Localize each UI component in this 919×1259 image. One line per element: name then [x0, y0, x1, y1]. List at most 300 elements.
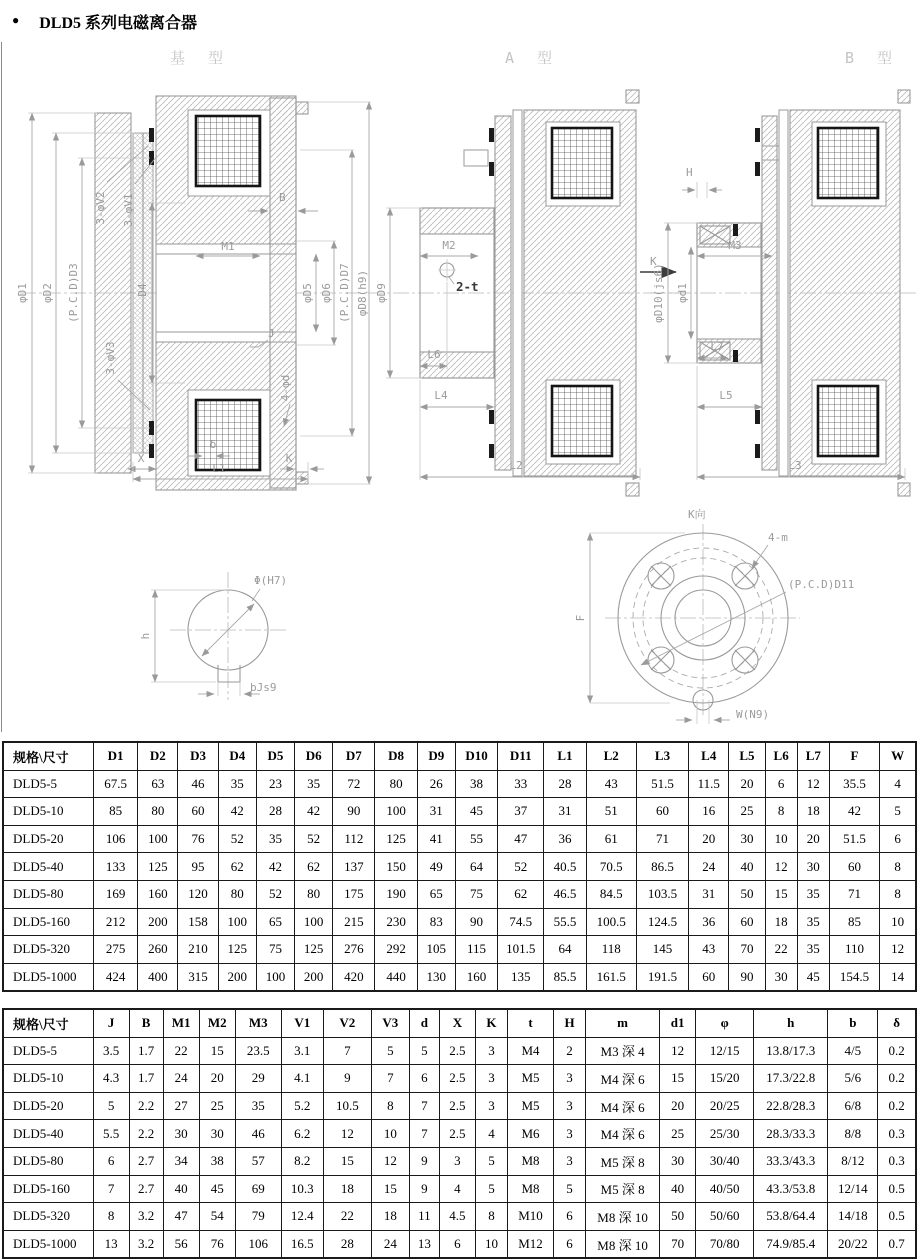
- table-cell: 2.5: [439, 1065, 475, 1093]
- dim-label: M1: [221, 240, 235, 253]
- table-cell: 28: [256, 798, 294, 826]
- table-row: [3, 1230, 916, 1258]
- dim-label: B: [279, 191, 286, 204]
- table-cell: 10.3: [281, 1175, 323, 1203]
- table-cell: 60: [178, 798, 218, 826]
- table-cell: 80: [218, 880, 256, 908]
- table-cell: 10.5: [323, 1092, 371, 1120]
- table-cell: M5 深 8: [586, 1175, 660, 1203]
- table-cell: 0.2: [878, 1065, 916, 1093]
- table-cell: 85.5: [544, 963, 586, 991]
- table-row: [3, 770, 916, 798]
- dim-label: 3-φV3: [104, 341, 117, 375]
- column-header: L5: [729, 742, 765, 770]
- model-row-label: DLD5-1000: [3, 1230, 93, 1258]
- table-cell: 85: [93, 798, 137, 826]
- table-cell: 20: [729, 770, 765, 798]
- table-cell: 20: [689, 825, 729, 853]
- dim-label: M3: [728, 239, 742, 252]
- table-cell: M4 深 6: [586, 1092, 660, 1120]
- table-cell: 12/14: [828, 1175, 878, 1203]
- table-cell: 11: [409, 1203, 439, 1231]
- table-cell: 8: [371, 1092, 409, 1120]
- table-cell: 2.7: [129, 1175, 163, 1203]
- table-cell: 6: [554, 1230, 586, 1258]
- table-cell: 60: [829, 853, 879, 881]
- table-cell: 22.8/28.3: [754, 1092, 828, 1120]
- table-cell: 6.2: [281, 1120, 323, 1148]
- table-cell: 15: [371, 1175, 409, 1203]
- table-cell: 74.9/85.4: [754, 1230, 828, 1258]
- table-cell: 90: [729, 963, 765, 991]
- table-cell: 22: [765, 936, 797, 964]
- table-cell: 4: [880, 770, 916, 798]
- column-header: D6: [295, 742, 333, 770]
- dim-label: K: [285, 452, 293, 465]
- table-cell: 15/20: [696, 1065, 754, 1093]
- table-cell: 40.5: [544, 853, 586, 881]
- table-cell: 13: [93, 1230, 129, 1258]
- table-cell: 36: [544, 825, 586, 853]
- table-cell: 175: [333, 880, 375, 908]
- table-cell: 3.2: [129, 1203, 163, 1231]
- table-cell: 35: [797, 908, 829, 936]
- table-cell: 2.5: [439, 1092, 475, 1120]
- table-cell: 1.7: [129, 1065, 163, 1093]
- table-cell: 42: [218, 798, 256, 826]
- table-cell: 150: [375, 853, 417, 881]
- table-row: [3, 908, 916, 936]
- table-cell: 71: [829, 880, 879, 908]
- table-cell: 16: [689, 798, 729, 826]
- table-cell: M5: [507, 1065, 553, 1093]
- table-cell: 100: [138, 825, 178, 853]
- table-cell: 5: [554, 1175, 586, 1203]
- table-cell: 12.4: [281, 1203, 323, 1231]
- dim-label: 2-t: [456, 279, 479, 294]
- table-cell: 10: [765, 825, 797, 853]
- table-cell: 4.1: [281, 1065, 323, 1093]
- table-cell: 15: [323, 1147, 371, 1175]
- dim-label: h: [139, 632, 152, 640]
- table-cell: 100.5: [586, 908, 636, 936]
- column-header: D8: [375, 742, 417, 770]
- table-cell: 3: [439, 1147, 475, 1175]
- table-row: [3, 853, 916, 881]
- table-cell: 4: [475, 1120, 507, 1148]
- model-row-label: DLD5-10: [3, 798, 93, 826]
- table-cell: 18: [323, 1175, 371, 1203]
- table-cell: 40: [660, 1175, 696, 1203]
- table-cell: 79: [235, 1203, 281, 1231]
- table-cell: 50/60: [696, 1203, 754, 1231]
- table-cell: 11.5: [689, 770, 729, 798]
- table-cell: 84.5: [586, 880, 636, 908]
- table-cell: 12: [880, 936, 916, 964]
- column-header: L2: [586, 742, 636, 770]
- column-header: W: [880, 742, 916, 770]
- dim-label: 4-φd: [279, 374, 292, 402]
- table-cell: 160: [138, 880, 178, 908]
- table-cell: 72: [333, 770, 375, 798]
- table-cell: 133: [93, 853, 137, 881]
- table-cell: 0.5: [878, 1203, 916, 1231]
- dim-label: L2: [509, 459, 523, 472]
- table-cell: 8: [93, 1203, 129, 1231]
- table-cell: 101.5: [498, 936, 544, 964]
- column-header: V3: [371, 1009, 409, 1037]
- table-row: [3, 1147, 916, 1175]
- column-header: V1: [281, 1009, 323, 1037]
- table-cell: 4: [439, 1175, 475, 1203]
- drawing-b-type: [650, 49, 916, 496]
- dim-label: φD8(h9): [356, 269, 369, 317]
- table-cell: 45: [199, 1175, 235, 1203]
- table-cell: 80: [375, 770, 417, 798]
- table-cell: 20: [797, 825, 829, 853]
- coil-section: [818, 128, 878, 198]
- table-cell: 20/22: [828, 1230, 878, 1258]
- table-cell: 65: [417, 880, 455, 908]
- table-cell: 100: [295, 908, 333, 936]
- table-cell: 420: [333, 963, 375, 991]
- column-header: h: [754, 1009, 828, 1037]
- table-cell: 28: [323, 1230, 371, 1258]
- table-cell: 5: [880, 798, 916, 826]
- table-cell: 160: [455, 963, 497, 991]
- table-cell: 215: [333, 908, 375, 936]
- table-cell: 62: [498, 880, 544, 908]
- table-cell: 57: [235, 1147, 281, 1175]
- table-cell: 15: [765, 880, 797, 908]
- column-header: D4: [218, 742, 256, 770]
- table-cell: 33: [498, 770, 544, 798]
- dim-label: φD6: [320, 283, 333, 303]
- table-cell: 7: [409, 1120, 439, 1148]
- table-cell: 13: [409, 1230, 439, 1258]
- dim-label: F: [574, 614, 587, 622]
- table-cell: 28: [544, 770, 586, 798]
- table-cell: 315: [178, 963, 218, 991]
- spec-size-header: 规格\尺寸: [3, 742, 93, 770]
- table-cell: 31: [689, 880, 729, 908]
- dim-label: bJs9: [250, 681, 277, 694]
- table-cell: 3.1: [281, 1037, 323, 1065]
- model-row-label: DLD5-160: [3, 1175, 93, 1203]
- column-header: d1: [660, 1009, 696, 1037]
- table-cell: 6: [93, 1147, 129, 1175]
- table-row: [3, 1037, 916, 1065]
- model-row-label: DLD5-20: [3, 825, 93, 853]
- table-row: [3, 1092, 916, 1120]
- table-cell: 6: [439, 1230, 475, 1258]
- drawing-flange-k-view: [574, 507, 854, 724]
- column-header: D1: [93, 742, 137, 770]
- table-cell: 35: [797, 936, 829, 964]
- table-cell: 20: [199, 1065, 235, 1093]
- column-header: M1: [163, 1009, 199, 1037]
- table-cell: 124.5: [636, 908, 688, 936]
- table-cell: 8/12: [828, 1147, 878, 1175]
- table-cell: M4 深 6: [586, 1065, 660, 1093]
- table-cell: 200: [138, 908, 178, 936]
- table-cell: 4/5: [828, 1037, 878, 1065]
- column-header: M3: [235, 1009, 281, 1037]
- table-cell: 52: [218, 825, 256, 853]
- table-cell: 74.5: [498, 908, 544, 936]
- table-cell: M3 深 4: [586, 1037, 660, 1065]
- table-cell: 51.5: [829, 825, 879, 853]
- table-cell: 15: [199, 1037, 235, 1065]
- dim-label: J: [268, 327, 275, 340]
- table-cell: 212: [93, 908, 137, 936]
- table-cell: 8: [475, 1203, 507, 1231]
- table-cell: 8: [765, 798, 797, 826]
- dim-label: φD9: [375, 283, 388, 303]
- table-cell: 5: [409, 1037, 439, 1065]
- column-header: D11: [498, 742, 544, 770]
- dim-label: L4: [434, 389, 448, 402]
- dim-label: (P.C.D)D3: [67, 263, 80, 323]
- table-cell: 18: [765, 908, 797, 936]
- table-cell: 35: [218, 770, 256, 798]
- table-cell: 6: [880, 825, 916, 853]
- table-cell: 25/30: [696, 1120, 754, 1148]
- table-cell: 24: [689, 853, 729, 881]
- table-cell: M12: [507, 1230, 553, 1258]
- table-cell: 22: [163, 1037, 199, 1065]
- column-header: m: [586, 1009, 660, 1037]
- table-cell: 52: [295, 825, 333, 853]
- table-cell: M8: [507, 1175, 553, 1203]
- table-cell: 35: [797, 880, 829, 908]
- column-header: L4: [689, 742, 729, 770]
- coil-section: [552, 128, 612, 198]
- column-header: D3: [178, 742, 218, 770]
- model-row-label: DLD5-160: [3, 908, 93, 936]
- table-cell: M10: [507, 1203, 553, 1231]
- table-cell: 12: [323, 1120, 371, 1148]
- table-cell: 50: [729, 880, 765, 908]
- technical-drawings: [0, 38, 919, 738]
- table-cell: 70: [660, 1230, 696, 1258]
- table-cell: 43: [689, 936, 729, 964]
- table-cell: 30: [797, 853, 829, 881]
- table-cell: 3: [554, 1092, 586, 1120]
- table-cell: 161.5: [586, 963, 636, 991]
- table-cell: 46.5: [544, 880, 586, 908]
- column-header: d: [409, 1009, 439, 1037]
- table-cell: 5.2: [281, 1092, 323, 1120]
- table-cell: 24: [163, 1065, 199, 1093]
- table-cell: 9: [323, 1065, 371, 1093]
- column-header: t: [507, 1009, 553, 1037]
- table-cell: 100: [375, 798, 417, 826]
- column-header: b: [828, 1009, 878, 1037]
- table-cell: 65: [256, 908, 294, 936]
- table-cell: 23.5: [235, 1037, 281, 1065]
- table-cell: 80: [295, 880, 333, 908]
- table-cell: 276: [333, 936, 375, 964]
- model-row-label: DLD5-80: [3, 1147, 93, 1175]
- table-cell: 169: [93, 880, 137, 908]
- header-row: [3, 1009, 916, 1037]
- table-cell: 37: [498, 798, 544, 826]
- table-row: [3, 936, 916, 964]
- table-cell: 38: [199, 1147, 235, 1175]
- table-cell: 3.2: [129, 1230, 163, 1258]
- table-cell: 86.5: [636, 853, 688, 881]
- dim-label: φd1: [676, 283, 689, 303]
- table-cell: 125: [375, 825, 417, 853]
- model-row-label: DLD5-10: [3, 1065, 93, 1093]
- table-cell: 18: [371, 1203, 409, 1231]
- table-cell: 400: [138, 963, 178, 991]
- table-cell: 95: [178, 853, 218, 881]
- table-cell: 5: [93, 1092, 129, 1120]
- a-type-title: A 型: [505, 49, 560, 67]
- table-cell: 15: [660, 1065, 696, 1093]
- table-cell: 45: [455, 798, 497, 826]
- table-cell: 13.8/17.3: [754, 1037, 828, 1065]
- table-cell: 125: [138, 853, 178, 881]
- table-cell: 70.5: [586, 853, 636, 881]
- table-cell: 110: [829, 936, 879, 964]
- table-cell: 6: [409, 1065, 439, 1093]
- table-cell: 3: [554, 1065, 586, 1093]
- table-cell: 2.5: [439, 1120, 475, 1148]
- column-header: D2: [138, 742, 178, 770]
- dim-label: M2: [442, 239, 456, 252]
- coil-section: [552, 386, 612, 456]
- table-cell: 112: [333, 825, 375, 853]
- dim-label: X: [137, 452, 145, 465]
- model-row-label: DLD5-5: [3, 770, 93, 798]
- table-cell: 85: [829, 908, 879, 936]
- table-cell: 54: [199, 1203, 235, 1231]
- table-cell: 292: [375, 936, 417, 964]
- table-cell: 43: [586, 770, 636, 798]
- dimension-table-2: [2, 1008, 917, 1259]
- column-header: V2: [323, 1009, 371, 1037]
- table-row: [3, 1120, 916, 1148]
- table-cell: 46: [235, 1120, 281, 1148]
- table-cell: M6: [507, 1120, 553, 1148]
- drawing-bore-detail: [139, 572, 288, 700]
- table-cell: 69: [235, 1175, 281, 1203]
- table-cell: 125: [218, 936, 256, 964]
- table-cell: 8/8: [828, 1120, 878, 1148]
- table-cell: 2: [554, 1037, 586, 1065]
- table-cell: M4: [507, 1037, 553, 1065]
- table-cell: 154.5: [829, 963, 879, 991]
- table-cell: 46: [178, 770, 218, 798]
- table-cell: 31: [417, 798, 455, 826]
- table-cell: M8 深 10: [586, 1230, 660, 1258]
- table-cell: 2.5: [439, 1037, 475, 1065]
- table-cell: 424: [93, 963, 137, 991]
- table-cell: 24: [371, 1230, 409, 1258]
- column-header: X: [439, 1009, 475, 1037]
- column-header: H: [554, 1009, 586, 1037]
- table-cell: 40/50: [696, 1175, 754, 1203]
- table-cell: 200: [295, 963, 333, 991]
- model-row-label: DLD5-80: [3, 880, 93, 908]
- dim-label: L3: [788, 459, 802, 472]
- table-cell: M8: [507, 1147, 553, 1175]
- table-cell: 49: [417, 853, 455, 881]
- table-cell: 14: [880, 963, 916, 991]
- table-cell: 34: [163, 1147, 199, 1175]
- spec-size-header: 规格\尺寸: [3, 1009, 93, 1037]
- table-cell: 63: [138, 770, 178, 798]
- model-row-label: DLD5-320: [3, 936, 93, 964]
- table-cell: 17.3/22.8: [754, 1065, 828, 1093]
- table-cell: 3: [475, 1065, 507, 1093]
- column-header: L3: [636, 742, 688, 770]
- table-cell: 440: [375, 963, 417, 991]
- table-cell: 8: [880, 880, 916, 908]
- table-cell: 9: [409, 1175, 439, 1203]
- table-cell: 4.3: [93, 1065, 129, 1093]
- table-cell: 64: [455, 853, 497, 881]
- table-cell: M5: [507, 1092, 553, 1120]
- table-cell: 0.5: [878, 1175, 916, 1203]
- table-cell: 0.2: [878, 1092, 916, 1120]
- table-row: [3, 798, 916, 826]
- table-cell: 125: [295, 936, 333, 964]
- table-cell: 56: [163, 1230, 199, 1258]
- table-cell: 76: [199, 1230, 235, 1258]
- table-cell: 51: [586, 798, 636, 826]
- table-cell: 40: [729, 853, 765, 881]
- table-cell: 10: [371, 1120, 409, 1148]
- table-cell: 52: [256, 880, 294, 908]
- table-cell: 5: [371, 1037, 409, 1065]
- table-row: [3, 963, 916, 991]
- table-cell: 200: [218, 963, 256, 991]
- table-cell: 20/25: [696, 1092, 754, 1120]
- column-header: F: [829, 742, 879, 770]
- table-cell: 106: [93, 825, 137, 853]
- table-cell: 115: [455, 936, 497, 964]
- table-cell: 12: [371, 1147, 409, 1175]
- table-cell: M8 深 10: [586, 1203, 660, 1231]
- table-cell: 7: [93, 1175, 129, 1203]
- table-cell: 0.7: [878, 1230, 916, 1258]
- table-cell: 145: [636, 936, 688, 964]
- table-cell: 103.5: [636, 880, 688, 908]
- table-cell: 190: [375, 880, 417, 908]
- table-cell: 12/15: [696, 1037, 754, 1065]
- table-cell: 42: [256, 853, 294, 881]
- dim-label: φD5: [301, 283, 314, 303]
- k-view-label: K向: [688, 508, 706, 521]
- table-cell: 30: [163, 1120, 199, 1148]
- column-header: D5: [256, 742, 294, 770]
- page-title-row: [12, 10, 197, 33]
- dim-label: φD10(js6): [652, 263, 665, 323]
- table-cell: 30: [660, 1147, 696, 1175]
- table-cell: 3: [475, 1037, 507, 1065]
- base-type-title: 基 型: [170, 49, 231, 67]
- table-cell: 35: [235, 1092, 281, 1120]
- dim-label: φD2: [41, 283, 54, 303]
- table-cell: 38: [455, 770, 497, 798]
- table-cell: 3.5: [93, 1037, 129, 1065]
- table-cell: 60: [729, 908, 765, 936]
- table-cell: 75: [455, 880, 497, 908]
